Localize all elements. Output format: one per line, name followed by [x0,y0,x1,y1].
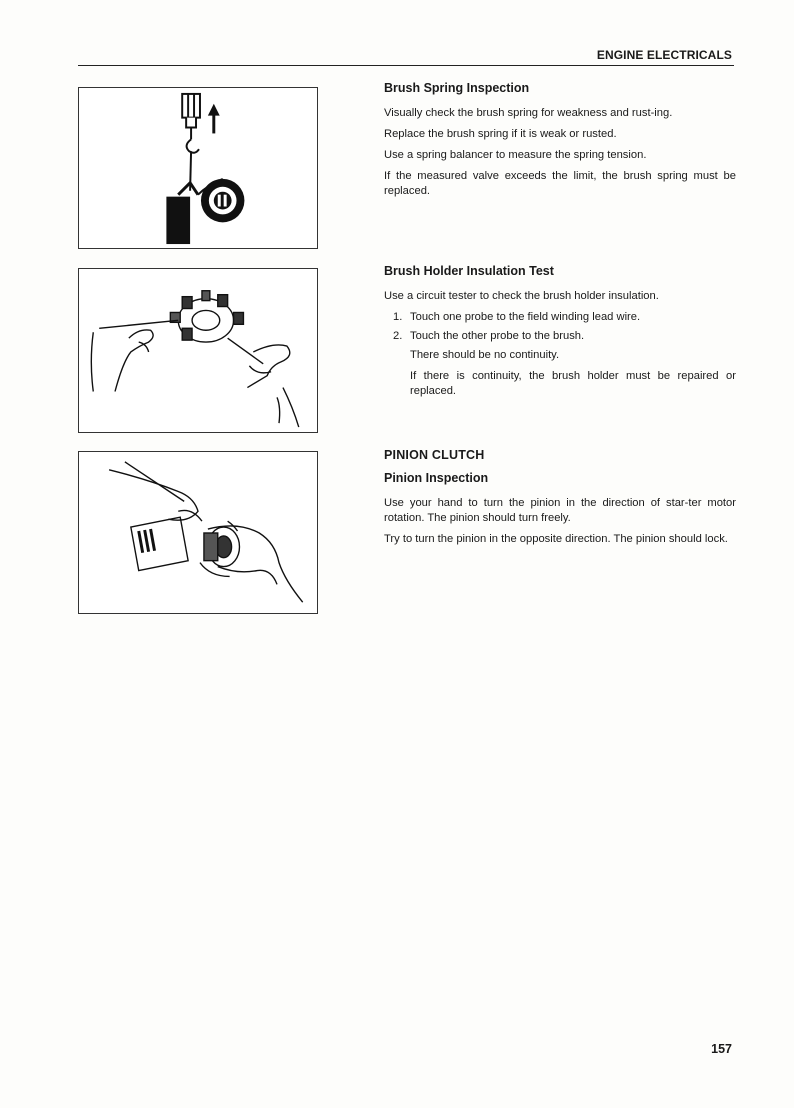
page-header-title: ENGINE ELECTRICALS [596,48,732,62]
tester-probe-right-icon [228,338,299,427]
brush-spring-paragraph: Replace the brush spring if it is weak or rusted. [384,128,617,140]
brush-spring-heading: Brush Spring Inspection [384,81,530,95]
step-number: 2. [393,330,403,342]
brush-holder-test-illustration [78,268,318,433]
brush-holder-steps [384,310,736,344]
step-item [384,329,736,344]
brush-holder-note: There should be no continuity. [410,349,560,361]
pinion-inspection-illustration [78,451,318,614]
step-item [384,310,736,325]
pinion-inspection-heading: Pinion Inspection [384,471,489,485]
header-rule [78,65,734,66]
brush-spring-coil-icon [198,179,244,222]
brush-spring-paragraph: Use a spring balancer to measure the spring tension. [384,149,647,161]
brush-holder-intro: Use a circuit tester to check the brush holder insulation. [384,290,659,302]
brush-holder-note: If there is continuity, the brush holder must be repaired or replaced. [410,370,736,397]
brush-spring-illustration [78,87,318,249]
brush-block-icon [166,183,198,244]
brush-spring-paragraph: If the measured valve exceeds the limit, the brush spring must be replaced. [384,170,736,197]
brush-spring-section [384,81,736,205]
pinion-paragraph: Try to turn the pinion in the opposite direction. The pinion should lock. [384,533,728,545]
pinion-clutch-section [384,448,736,553]
pinion-paragraph: Use your hand to turn the pinion in the direction of star-ter motor rotation. The pinion should turn freely. [384,497,736,524]
brush-holder-section [384,264,736,405]
spring-balancer-icon [182,94,200,191]
brush-holder-heading: Brush Holder Insulation Test [384,264,554,278]
hand-left-icon [109,462,202,521]
step-text: Touch the other probe to the brush. [410,330,585,342]
brush-spring-paragraph: Visually check the brush spring for weakness and rust-ing. [384,107,673,119]
tester-probe-left-icon [91,320,178,391]
pinion-clutch-heading: PINION CLUTCH [384,448,485,462]
page-number: 157 [711,1042,732,1056]
step-text: Touch one probe to the field winding lead wire. [410,311,641,323]
step-number: 1. [393,311,403,323]
arrow-up-icon [208,104,220,134]
brush-holder-icon [170,291,243,342]
starter-motor-icon [131,517,240,570]
